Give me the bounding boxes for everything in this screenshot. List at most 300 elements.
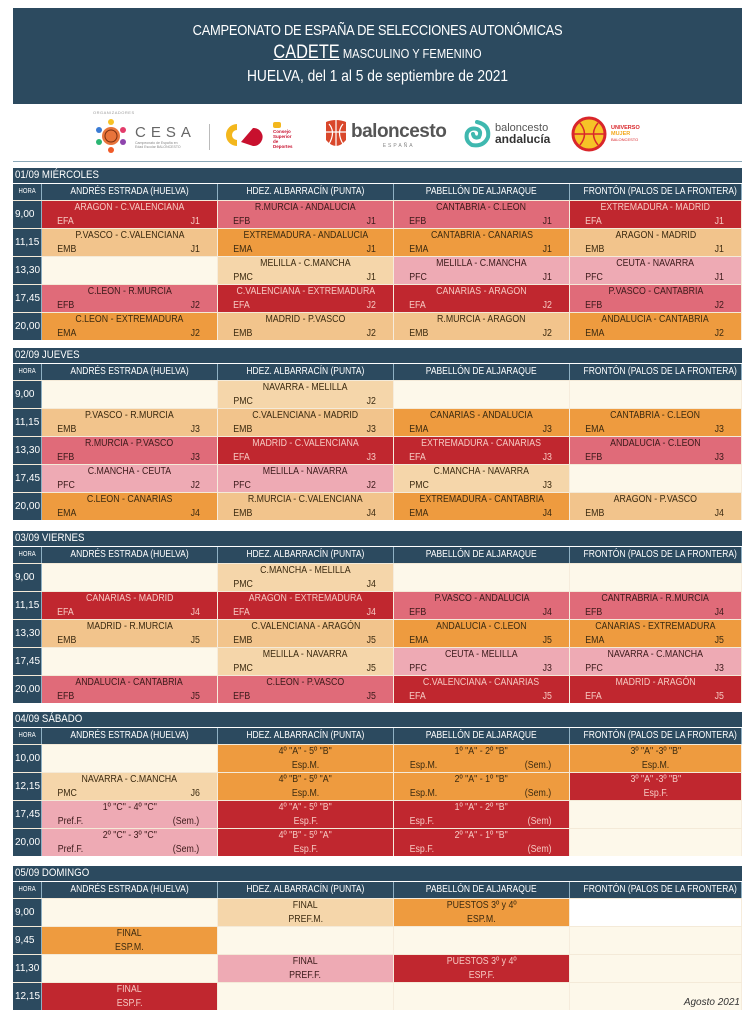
match-teams <box>394 593 569 604</box>
match-category-text: EMA <box>409 508 429 519</box>
match-category-text: EMA <box>57 328 77 339</box>
match-category <box>408 635 430 646</box>
match-category <box>232 452 251 463</box>
match-teams-text: CANARIAS - MADRID <box>85 593 174 604</box>
match-round-text: J5 <box>543 635 553 646</box>
match-category <box>232 480 252 491</box>
match-category <box>408 272 428 283</box>
match-teams <box>218 382 393 393</box>
match-round <box>714 300 725 311</box>
match-cell <box>394 773 570 800</box>
match-teams-text: CANARIAS - ARAGON <box>436 286 527 297</box>
cesa-emblem-icon <box>93 118 129 154</box>
match-category-text: EMB <box>57 424 77 435</box>
match-round-text: J3 <box>715 424 725 435</box>
match-round <box>366 328 377 339</box>
match-teams <box>394 258 569 269</box>
time-slot-row <box>13 898 742 926</box>
match-teams-text: CANTABRIA - C.LEON <box>610 410 701 421</box>
match-teams <box>42 830 217 841</box>
match-cell <box>218 745 394 772</box>
match-round-text: J2 <box>367 328 377 339</box>
hora-header-text: HORA <box>18 551 36 558</box>
match-teams-text: C.MANCHA - CEUTA <box>87 466 172 477</box>
universo-mujer-logo <box>570 115 640 153</box>
match-teams <box>394 494 569 505</box>
column-header-row <box>13 728 742 744</box>
empty-slot <box>42 381 218 408</box>
match-category-text: Pref.F. <box>57 844 84 855</box>
cesa-logo <box>93 118 196 154</box>
match-round-text: J2 <box>715 300 725 311</box>
match-round <box>190 635 201 646</box>
match-round <box>171 844 201 855</box>
match-teams-text: R.MURCIA - ARAGON <box>437 314 526 325</box>
match-teams <box>218 314 393 325</box>
match-cell <box>218 955 394 982</box>
match-round-text: J1 <box>715 272 725 283</box>
match-category <box>584 635 606 646</box>
match-round <box>714 508 725 519</box>
match-teams-text: ANDALUCIA - CANTABRIA <box>75 677 184 688</box>
match-cell <box>218 620 394 647</box>
match-category <box>232 216 251 227</box>
hora-header-text: HORA <box>18 732 36 739</box>
match-round-text: J3 <box>543 452 553 463</box>
venue-header <box>218 184 394 200</box>
match-teams-text: C.LEON - P.VASCO <box>266 677 345 688</box>
match-teams <box>394 314 569 325</box>
venue-header <box>42 728 218 744</box>
hora-header <box>13 728 42 744</box>
match-teams <box>394 438 569 449</box>
cesa-wordmark: CESA <box>135 123 196 141</box>
match-cell <box>42 437 218 464</box>
match-round <box>366 216 377 227</box>
match-cell <box>394 229 570 256</box>
time-slot-row <box>13 563 742 591</box>
venue-header-text: PABELLÓN DE ALJARAQUE <box>426 186 537 197</box>
match-category <box>584 508 606 519</box>
match-round-text: J5 <box>543 691 553 702</box>
match-category-text: EMB <box>233 424 253 435</box>
empty-slot <box>218 983 394 1010</box>
match-category <box>232 244 254 255</box>
match-teams-text: 3º "A" -3º "B" <box>630 746 681 757</box>
match-round-text: J5 <box>367 635 377 646</box>
match-teams-text: MADRID - R.MURCIA <box>86 621 173 632</box>
venue-header-text: PABELLÓN DE ALJARAQUE <box>426 366 537 377</box>
match-teams <box>394 774 569 785</box>
match-category <box>232 328 254 339</box>
venue-header <box>394 728 570 744</box>
match-teams <box>218 593 393 604</box>
match-category <box>56 328 78 339</box>
match-category <box>56 480 76 491</box>
match-round-text: J4 <box>367 508 377 519</box>
empty-slot <box>570 899 742 926</box>
match-teams <box>218 830 393 841</box>
match-round-text: J2 <box>191 300 201 311</box>
match-teams <box>394 830 569 841</box>
category-gender: MASCULINO Y FEMENINO <box>339 46 482 61</box>
match-round-text: J3 <box>367 424 377 435</box>
match-category-text: EFB <box>585 607 603 618</box>
match-cell <box>42 313 218 340</box>
match-teams <box>394 956 569 967</box>
match-cell <box>218 676 394 703</box>
match-round-text: (Sem) <box>527 816 552 827</box>
match-teams-text: CEUTA - NAVARRA <box>616 258 695 269</box>
footer-date-note: Agosto 2021 <box>683 997 740 1008</box>
empty-slot <box>42 899 218 926</box>
match-round-text: J1 <box>715 216 725 227</box>
match-teams <box>218 410 393 421</box>
match-category <box>394 914 569 925</box>
empty-slot <box>394 983 570 1010</box>
match-cell <box>42 676 218 703</box>
match-cell <box>42 829 218 856</box>
venue-header-text: HDEZ. ALBARRACÍN (PUNTA) <box>246 186 365 197</box>
match-teams <box>218 956 393 967</box>
match-category-text: PMC <box>233 272 253 283</box>
match-cell <box>394 257 570 284</box>
time-cell: 9,00 <box>13 381 42 408</box>
match-category-text: EMB <box>585 244 605 255</box>
venue-header <box>42 184 218 200</box>
hora-header-text: HORA <box>18 188 36 195</box>
match-cell <box>42 983 218 1010</box>
match-round-text: J4 <box>367 579 377 590</box>
match-cell <box>394 801 570 828</box>
venue-header-text: HDEZ. ALBARRACÍN (PUNTA) <box>246 884 365 895</box>
match-teams <box>570 746 741 757</box>
match-category <box>56 300 75 311</box>
match-teams <box>218 438 393 449</box>
match-teams-text: CANTRABRIA - R.MURCIA <box>601 593 710 604</box>
match-category-text: EFA <box>57 216 74 227</box>
match-teams-text: 2º "A" - 1º "B" <box>454 830 509 841</box>
match-round-text: J4 <box>543 508 553 519</box>
match-cell <box>42 465 218 492</box>
day-schedule-viernes <box>13 531 742 703</box>
um-line2: MUJER <box>611 131 631 137</box>
match-teams-text: P.VASCO - C.VALENCIANA <box>74 230 185 241</box>
match-round <box>542 607 553 618</box>
venue-header <box>42 547 218 563</box>
venue-header-text: HDEZ. ALBARRACÍN (PUNTA) <box>246 366 365 377</box>
fab-swirl-icon <box>462 119 492 149</box>
empty-slot <box>42 955 218 982</box>
match-teams-text: NAVARRA - C.MANCHA <box>607 649 704 660</box>
match-cell <box>218 437 394 464</box>
match-category <box>56 788 78 799</box>
day-schedule-miercoles <box>13 168 742 340</box>
match-teams-text: CEUTA - MELILLA <box>445 649 518 660</box>
column-header-row <box>13 364 742 380</box>
match-teams <box>218 230 393 241</box>
match-cell <box>570 620 742 647</box>
time-slot-row <box>13 408 742 436</box>
match-category-text: EMB <box>233 328 253 339</box>
match-cell <box>394 592 570 619</box>
match-round <box>190 452 201 463</box>
match-round-text: J3 <box>367 452 377 463</box>
match-category <box>232 635 254 646</box>
match-category <box>56 424 78 435</box>
match-teams <box>570 621 741 632</box>
match-teams <box>42 286 217 297</box>
match-category-text: ESP.F. <box>116 998 143 1009</box>
empty-slot <box>42 257 218 284</box>
match-teams-text: FINAL <box>293 956 318 967</box>
match-round-text: J5 <box>367 691 377 702</box>
match-round <box>366 508 377 519</box>
match-teams <box>42 494 217 505</box>
match-cell <box>570 257 742 284</box>
hora-header-text: HORA <box>18 886 36 893</box>
match-cell <box>570 493 742 520</box>
venue-header <box>570 728 742 744</box>
match-category <box>570 760 741 771</box>
match-category <box>408 691 427 702</box>
category-title <box>64 42 691 64</box>
match-teams <box>394 649 569 660</box>
match-teams <box>394 230 569 241</box>
match-round <box>190 216 201 227</box>
match-teams <box>218 900 393 911</box>
match-teams-text: EXTREMADURA - CANARIAS <box>421 438 542 449</box>
match-round-text: J3 <box>191 452 201 463</box>
match-round-text: (Sem.) <box>172 816 200 827</box>
match-teams <box>218 286 393 297</box>
time-slot-row <box>13 380 742 408</box>
match-category <box>56 844 85 855</box>
match-teams-text: 1º "A" - 2º "B" <box>454 746 509 757</box>
match-cell <box>218 409 394 436</box>
match-teams-text: 2º "A" - 1º "B" <box>454 774 509 785</box>
match-category-text: PMC <box>233 663 253 674</box>
match-teams-text: ARAGON - EXTREMADURA <box>248 593 363 604</box>
time-cell: 20,00 <box>13 313 42 340</box>
match-category-text: PMC <box>409 480 429 491</box>
match-cell <box>570 773 742 800</box>
column-header-row <box>13 882 742 898</box>
match-teams-text: MELILLA - NAVARRA <box>263 466 348 477</box>
empty-slot <box>394 564 570 591</box>
match-category <box>56 816 85 827</box>
match-teams-text: 2º "C" - 3º "C" <box>102 830 157 841</box>
match-teams <box>42 984 217 995</box>
location-dates: HUELVA, del 1 al 5 de septiembre de 2021 <box>246 68 509 85</box>
match-teams <box>570 593 741 604</box>
match-teams-text: ARAGON - MADRID <box>615 230 696 241</box>
match-category-text: PFC <box>585 272 603 283</box>
match-round-text: J1 <box>367 272 377 283</box>
time-cell: 11,15 <box>13 592 42 619</box>
match-teams-text: CANTABRIA - CANARIAS <box>430 230 533 241</box>
match-category-text: ESP.M. <box>467 914 496 925</box>
match-category <box>394 970 569 981</box>
day-title-text: 02/09 JUEVES <box>15 349 80 361</box>
match-category-text: EFA <box>409 300 426 311</box>
match-category <box>408 424 430 435</box>
match-round <box>542 480 553 491</box>
match-round <box>714 691 725 702</box>
match-teams <box>394 286 569 297</box>
time-slot-row <box>13 436 742 464</box>
match-teams <box>218 649 393 660</box>
match-category-text: PMC <box>233 579 253 590</box>
match-cell <box>394 829 570 856</box>
match-category-text: EMA <box>409 244 429 255</box>
venue-header <box>570 184 742 200</box>
match-teams-text: ARAGON - C.VALENCIANA <box>74 202 185 213</box>
match-teams-text: MADRID - ARAGÓN <box>615 677 696 688</box>
match-category-text: EMA <box>409 635 429 646</box>
match-teams <box>218 258 393 269</box>
match-category-text: PREF.F. <box>289 970 322 981</box>
match-round <box>714 424 725 435</box>
match-category <box>408 607 427 618</box>
match-round <box>523 788 553 799</box>
match-round-text: (Sem.) <box>524 788 552 799</box>
match-category <box>232 607 251 618</box>
match-round <box>542 424 553 435</box>
time-slot-row <box>13 675 742 703</box>
match-teams <box>42 466 217 477</box>
match-round-text: J4 <box>543 607 553 618</box>
match-category-text: EMB <box>233 635 253 646</box>
time-slot-row <box>13 647 742 675</box>
hora-header-text: HORA <box>18 368 36 375</box>
match-teams <box>570 202 741 213</box>
match-teams <box>570 258 741 269</box>
match-round-text: J5 <box>715 635 725 646</box>
match-category-text: EFA <box>57 607 74 618</box>
match-round-text: J5 <box>191 691 201 702</box>
match-teams-text: 1º "C" - 4º "C" <box>102 802 157 813</box>
match-round-text: J5 <box>715 691 725 702</box>
match-cell <box>42 592 218 619</box>
match-round <box>190 508 201 519</box>
match-category <box>218 816 393 827</box>
match-teams-text: PUESTOS 3º y 4º <box>446 956 517 967</box>
fab-bottom-text: andalucía <box>495 132 551 146</box>
match-teams-text: EXTREMADURA - ANDALUCIA <box>243 230 368 241</box>
match-round-text: J3 <box>543 424 553 435</box>
time-slot-row <box>13 982 742 1010</box>
match-round-text: J4 <box>367 607 377 618</box>
match-teams-text: ARAGON - P.VASCO <box>613 494 698 505</box>
match-category <box>232 272 254 283</box>
venue-header-text: FRONTÓN (PALOS DE LA FRONTERA) <box>583 549 737 560</box>
match-teams-text: C.VALENCIANA - MADRID <box>252 410 359 421</box>
match-cell <box>394 899 570 926</box>
hora-header <box>13 547 42 563</box>
match-cell <box>394 955 570 982</box>
match-category <box>408 480 430 491</box>
match-teams-text: C.VALENCIANA - ARAGÓN <box>251 621 360 632</box>
match-teams-text: C.VALENCIANA - CANARIAS <box>423 677 540 688</box>
logo-divider <box>209 124 210 150</box>
match-teams <box>218 746 393 757</box>
match-round <box>366 424 377 435</box>
match-category-text: EFB <box>57 452 75 463</box>
time-slot-row <box>13 828 742 856</box>
empty-slot <box>570 927 742 954</box>
time-cell: 12,15 <box>13 983 42 1010</box>
match-cell <box>394 745 570 772</box>
cesa-subtitle: Campeonato de España en Edad Escolar BALONCESTO <box>135 140 181 149</box>
venue-header <box>218 547 394 563</box>
match-category <box>584 607 603 618</box>
match-teams-text: C.LEON - CANARIAS <box>86 494 173 505</box>
match-teams <box>394 410 569 421</box>
match-round-text: J1 <box>715 244 725 255</box>
match-cell <box>394 493 570 520</box>
time-slot-row <box>13 256 742 284</box>
match-cell <box>218 773 394 800</box>
venue-header <box>570 364 742 380</box>
fab-top-text: baloncesto <box>495 122 549 134</box>
match-cell <box>218 201 394 228</box>
match-round <box>714 328 725 339</box>
match-teams <box>42 802 217 813</box>
match-category <box>584 424 606 435</box>
match-category <box>408 216 427 227</box>
um-line3: BALONCESTO <box>611 137 639 142</box>
match-category <box>218 914 393 925</box>
match-cell <box>218 381 394 408</box>
csd-label: Consejo Superior de Deportes <box>273 128 293 149</box>
match-cell <box>394 313 570 340</box>
match-category-text: EFA <box>409 452 426 463</box>
match-teams-text: ANDALUCIA - C.LEON <box>610 438 701 449</box>
time-cell: 9,45 <box>13 927 42 954</box>
match-category <box>584 691 603 702</box>
time-slot-row <box>13 591 742 619</box>
match-cell <box>42 285 218 312</box>
match-teams <box>218 621 393 632</box>
match-cell <box>394 465 570 492</box>
match-round <box>714 663 725 674</box>
time-slot-row <box>13 926 742 954</box>
match-category <box>218 844 393 855</box>
match-teams <box>42 774 217 785</box>
match-cell <box>42 201 218 228</box>
empty-slot <box>218 927 394 954</box>
match-round <box>714 452 725 463</box>
match-teams <box>42 438 217 449</box>
match-teams-text: P.VASCO - CANTABRIA <box>608 286 703 297</box>
time-slot-row <box>13 800 742 828</box>
title-banner <box>13 8 742 104</box>
match-cell <box>42 229 218 256</box>
match-cell <box>570 285 742 312</box>
match-round <box>542 328 553 339</box>
venue-header-text: ANDRÉS ESTRADA (HUELVA) <box>70 730 189 741</box>
match-cell <box>570 229 742 256</box>
match-teams <box>394 802 569 813</box>
match-round <box>542 508 553 519</box>
match-round-text: J1 <box>543 272 553 283</box>
match-cell <box>218 829 394 856</box>
match-teams <box>394 746 569 757</box>
match-category-text: EMB <box>409 328 429 339</box>
match-round <box>366 691 377 702</box>
match-category <box>56 452 75 463</box>
